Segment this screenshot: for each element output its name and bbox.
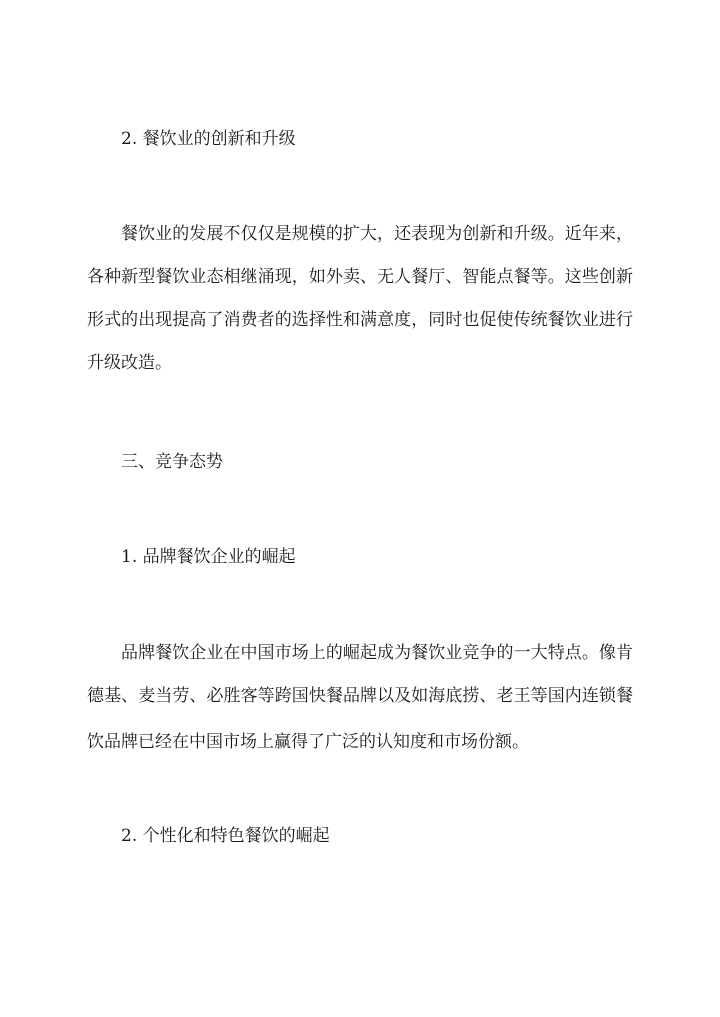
section-heading-competition: 三、竞争态势 xyxy=(121,452,223,472)
paragraph-line: 德基、麦当劳、必胜客等跨国快餐品牌以及如海底捞、老王等国内连锁餐 xyxy=(87,686,633,706)
section-heading-innovation: 2. 餐饮业的创新和升级 xyxy=(121,129,296,149)
paragraph-line: 饮品牌已经在中国市场上赢得了广泛的认知度和市场份额。 xyxy=(87,732,529,752)
paragraph-line: 各种新型餐饮业态相继涌现，如外卖、无人餐厅、智能点餐等。这些创新 xyxy=(87,267,633,287)
subsection-heading-brands: 1. 品牌餐饮企业的崛起 xyxy=(121,547,296,567)
paragraph-line: 升级改造。 xyxy=(87,353,172,373)
paragraph-line: 餐饮业的发展不仅仅是规模的扩大，还表现为创新和升级。近年来， xyxy=(121,224,633,244)
paragraph-line: 形式的出现提高了消费者的选择性和满意度，同时也促使传统餐饮业进行 xyxy=(87,310,633,330)
paragraph-line: 品牌餐饮企业在中国市场上的崛起成为餐饮业竞争的一大特点。像肯 xyxy=(121,643,633,663)
subsection-heading-specialty: 2. 个性化和特色餐饮的崛起 xyxy=(121,826,330,846)
